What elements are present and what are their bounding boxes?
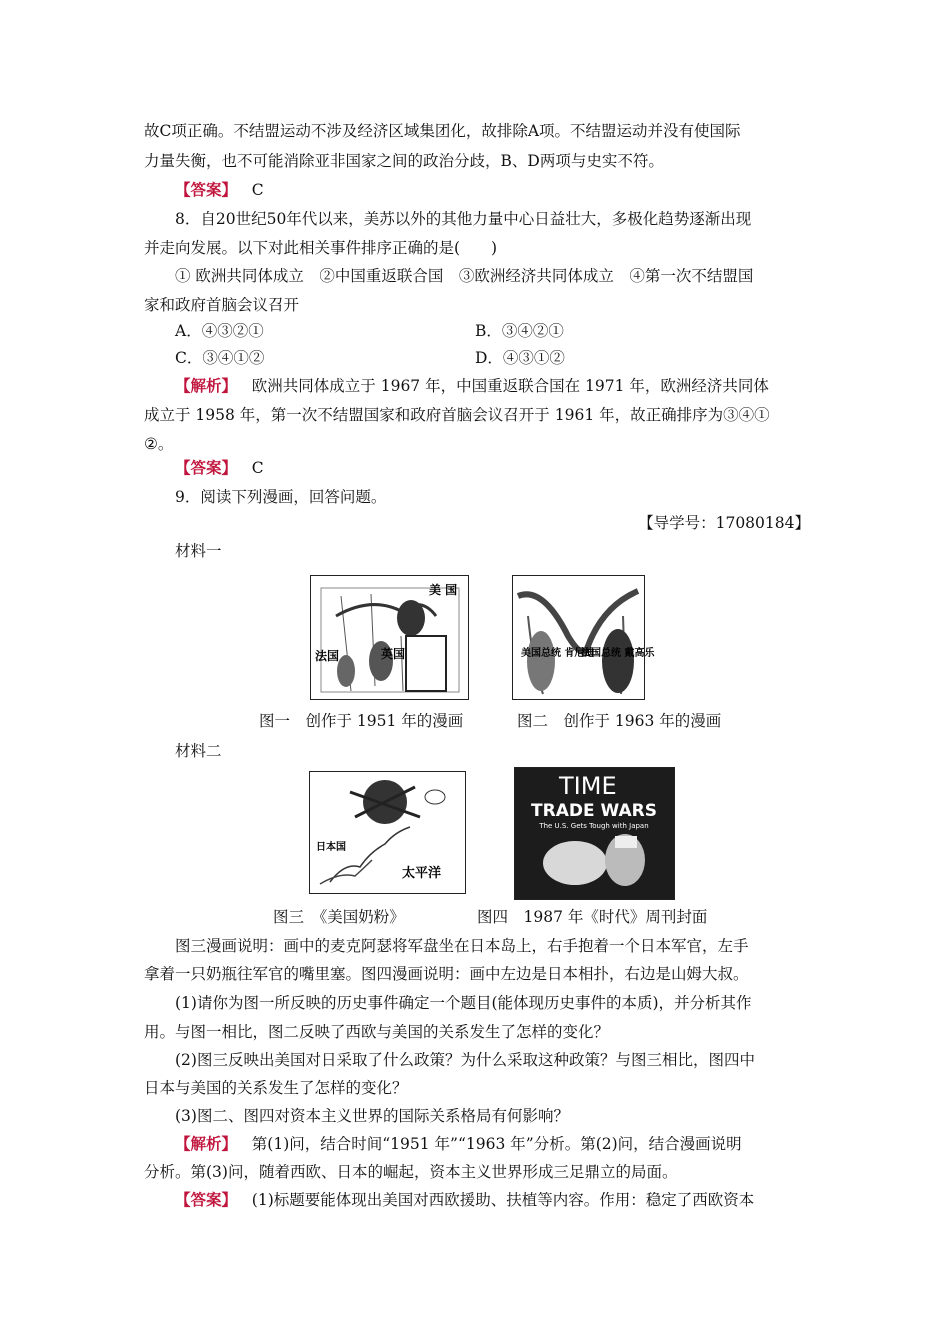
text-line: 分析。第(3)问，随着西欧、日本的崛起，资本主义世界形成三足鼎立的局面。 (144, 1163, 678, 1181)
explanation-9 (175, 1134, 810, 1154)
explanation-label: 【解析】 (175, 1134, 238, 1153)
figure-1-label-uk: 英国 (381, 647, 406, 661)
text-line: 故C项正确。不结盟运动不涉及经济区域集团化，故排除A项。不结盟运动并没有使国际 (144, 122, 741, 140)
answer-7 (175, 180, 810, 200)
figure-3-label-japan: 日本国 (316, 842, 346, 853)
figure-2-cartoon (512, 575, 655, 700)
answer-label: 【答案】 (175, 1190, 238, 1209)
figure-4-caption: 图四 1987 年《时代》周刊封面 (477, 908, 708, 926)
answer-9 (175, 1190, 810, 1210)
question-8-stem: 8．自20世纪50年代以来，美苏以外的其他力量中心日益壮大，多极化趋势逐渐出现 (175, 210, 752, 228)
cartoon-notes: 图三漫画说明：画中的麦克阿瑟将军盘坐在日本岛上，右手抱着一个日本军官，左手 (175, 937, 749, 955)
text-line: 家和政府首脑会议召开 (144, 296, 300, 314)
answer-label: 【答案】 (175, 458, 238, 477)
option-a: A．④③②① (175, 322, 264, 340)
text-line: 并走向发展。以下对此相关事件排序正确的是( ) (144, 239, 498, 257)
figure-1-label-france: 法国 (315, 649, 340, 663)
material-2-heading: 材料二 (175, 742, 222, 760)
figure-2-label-us: 美国总统 肯尼迪 (521, 648, 595, 659)
option-b: B．③④②① (475, 322, 564, 340)
text-line: 日本与美国的关系发生了怎样的变化？ (144, 1079, 408, 1097)
figure-3-cartoon (309, 771, 466, 894)
figure-3-label-pacific: 太平洋 (402, 866, 442, 881)
explanation-label: 【解析】 (175, 376, 238, 395)
figure-4-headline: TRADE WARS (531, 801, 657, 821)
sub-question-2: (2)图三反映出美国对日采取了什么政策？为什么采取这种政策？与图三相比，图四中 (175, 1051, 755, 1069)
question-8-items: ① 欧洲共同体成立 ②中国重返联合国 ③欧洲经济共同体成立 ④第一次不结盟国 (175, 267, 754, 285)
figure-1-label-us: 美 国 (429, 583, 458, 597)
figure-4-subheadline: The U.S. Gets Tough with Japan (539, 822, 649, 830)
answer-label: 【答案】 (175, 180, 238, 199)
answer-text: (1)标题要能体现出美国对西欧援助、扶植等内容。作用：稳定了西欧资本 (251, 1191, 755, 1209)
figure-2-caption: 图二 创作于 1963 年的漫画 (517, 712, 722, 730)
text-line: ②。 (144, 435, 174, 453)
text-line: 成立于 1958 年，第一次不结盟国家和政府首脑会议召开于 1961 年，故正确排序为③④① (144, 406, 770, 424)
figure-3-caption: 图三 《美国奶粉》 (273, 908, 405, 926)
figure-1-cartoon (310, 575, 469, 700)
text-line: 拿着一只奶瓶往军官的嘴里塞。图四漫画说明：画中左边是日本相扑，右边是山姆大叔。 (144, 965, 749, 983)
guide-number: 【导学号：17080184】 (638, 514, 810, 532)
answer-value: C (251, 459, 264, 477)
answer-8 (175, 458, 810, 478)
material-1-heading: 材料一 (175, 542, 222, 560)
figure-1-caption: 图一 创作于 1951 年的漫画 (259, 712, 464, 730)
figure-4-magazine-cover (514, 767, 675, 900)
option-d: D．④③①② (475, 349, 565, 367)
explanation-8 (175, 376, 810, 396)
answer-value: C (251, 181, 264, 199)
explanation-text: 欧洲共同体成立于 1967 年，中国重返联合国在 1971 年，欧洲经济共同体 (251, 377, 769, 395)
sub-question-3: (3)图二、图四对资本主义世界的国际关系格局有何影响？ (175, 1107, 569, 1125)
text-line: 用。与图一相比，图二反映了西欧与美国的关系发生了怎样的变化？ (144, 1023, 610, 1041)
explanation-text: 第(1)问，结合时间“1951 年”“1963 年”分析。第(2)问，结合漫画说明 (251, 1135, 742, 1153)
sub-question-1: (1)请你为图一所反映的历史事件确定一个题目(能体现历史事件的本质)，并分析其作 (175, 994, 752, 1012)
figure-4-masthead: TIME (559, 772, 617, 800)
option-c: C．③④①② (175, 349, 265, 367)
question-9-stem: 9．阅读下列漫画，回答问题。 (175, 488, 387, 506)
figure-2-label-france: 法国总统 戴高乐 (581, 648, 655, 659)
text-line: 力量失衡，也不可能消除亚非国家之间的政治分歧，B、D两项与史实不符。 (144, 152, 664, 170)
